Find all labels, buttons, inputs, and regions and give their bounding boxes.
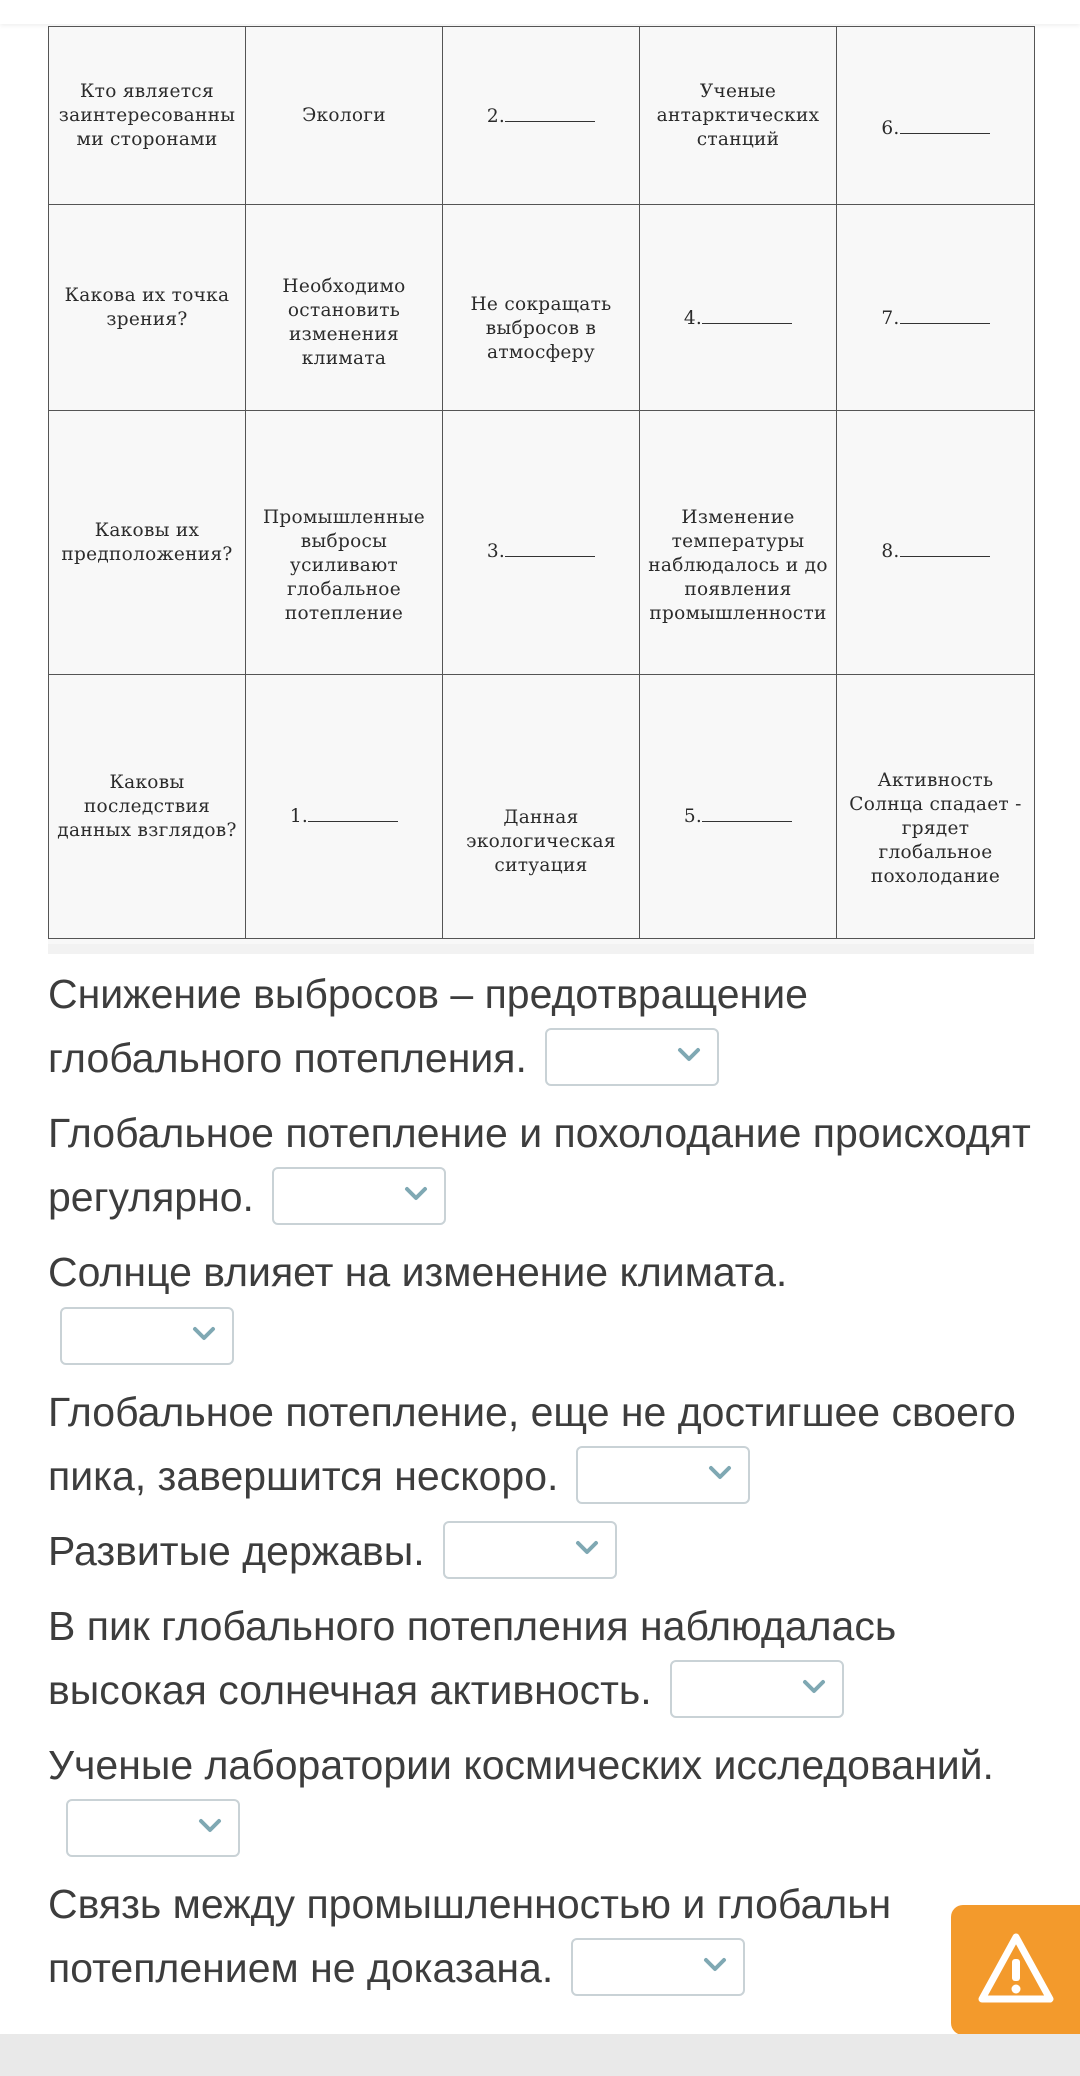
blank-line bbox=[900, 115, 990, 134]
blank-line bbox=[900, 305, 990, 324]
blank-line bbox=[702, 305, 792, 324]
chevron-down-icon bbox=[703, 1957, 727, 1973]
table-cell: Промышленные выбросы усиливают глобальное потепление bbox=[246, 411, 443, 675]
table-cell: Кто является заинтересованны ми сторонами bbox=[49, 27, 246, 205]
chevron-down-icon bbox=[198, 1818, 222, 1834]
statement-item bbox=[48, 962, 1048, 1090]
chevron-down-icon bbox=[802, 1679, 826, 1695]
answer-dropdown[interactable] bbox=[571, 1938, 745, 1996]
table-cell-blank bbox=[837, 205, 1035, 411]
chevron-down-icon bbox=[575, 1540, 599, 1556]
statement-text: Развитые державы. bbox=[48, 1527, 425, 1574]
answer-dropdown[interactable] bbox=[576, 1446, 750, 1504]
table-cell: Данная экологическая ситуация bbox=[443, 675, 640, 939]
table-cell: Какова их точка зрения? bbox=[49, 205, 246, 411]
answer-dropdown[interactable] bbox=[60, 1307, 234, 1365]
chevron-down-icon bbox=[677, 1047, 701, 1063]
top-strip bbox=[0, 0, 1080, 24]
stakeholder-table-container bbox=[48, 26, 1034, 952]
statement-item bbox=[48, 1240, 1048, 1368]
table-cell-blank bbox=[246, 675, 443, 939]
table-cell: Ученые антарктических станций bbox=[640, 27, 837, 205]
table-cell: Экологи bbox=[246, 27, 443, 205]
statement-item bbox=[48, 1519, 1048, 1583]
statement-item bbox=[48, 1872, 1048, 2000]
blank-number: 7. bbox=[881, 307, 900, 329]
table-footer-divider bbox=[48, 944, 1034, 954]
table-cell-blank bbox=[837, 411, 1035, 675]
answer-dropdown[interactable] bbox=[443, 1521, 617, 1579]
table-cell: Каковы последствия данных взглядов? bbox=[49, 675, 246, 939]
blank-number: 1. bbox=[289, 805, 309, 827]
table-cell-blank bbox=[640, 675, 837, 939]
table-cell: Необходимо остановить изменения климата bbox=[246, 205, 443, 411]
chevron-down-icon bbox=[192, 1326, 216, 1342]
blank-line bbox=[702, 803, 792, 822]
table-row bbox=[49, 27, 1035, 205]
chevron-down-icon bbox=[708, 1465, 732, 1481]
blank-line bbox=[900, 538, 990, 557]
report-problem-button[interactable] bbox=[951, 1905, 1080, 2035]
blank-line bbox=[505, 538, 595, 557]
statements-list bbox=[48, 962, 1048, 2011]
blank-number: 2. bbox=[486, 105, 506, 127]
blank-number: 6. bbox=[881, 117, 900, 139]
table-cell: Изменение температуры наблюдалось и до появления промышленности bbox=[640, 411, 837, 675]
table-cell: Не сокращать выбросов в атмосферу bbox=[443, 205, 640, 411]
stakeholder-table bbox=[48, 26, 1035, 939]
statement-text: Связь между промышленностью и глобальн потеплением не доказана. bbox=[48, 1881, 892, 1992]
answer-dropdown[interactable] bbox=[66, 1799, 240, 1857]
answer-dropdown[interactable] bbox=[545, 1028, 719, 1086]
table-cell-blank bbox=[443, 27, 640, 205]
blank-number: 5. bbox=[683, 805, 703, 827]
table-cell-blank bbox=[640, 205, 837, 411]
statement-text: Глобальное потепление и похолодание происходят регулярно. bbox=[48, 1110, 1031, 1221]
answer-dropdown[interactable] bbox=[670, 1660, 844, 1718]
table-row bbox=[49, 675, 1035, 939]
statement-text: Солнце влияет на изменение климата. bbox=[48, 1249, 788, 1296]
table-cell: Каковы их предположения? bbox=[49, 411, 246, 675]
blank-line bbox=[505, 103, 595, 122]
warning-icon bbox=[977, 1931, 1055, 2007]
chevron-down-icon bbox=[404, 1186, 428, 1202]
statement-item bbox=[48, 1380, 1048, 1508]
statement-text: Снижение выбросов – предотвращение глобального потепления. bbox=[48, 971, 808, 1081]
statement-item bbox=[48, 1101, 1048, 1229]
answer-dropdown[interactable] bbox=[272, 1167, 446, 1225]
blank-number: 4. bbox=[683, 307, 703, 329]
bottom-bar bbox=[0, 2034, 1080, 2076]
table-cell-blank bbox=[443, 411, 640, 675]
statement-text: В пик глобального потепления наблюдалась высокая солнечная активность. bbox=[48, 1602, 897, 1713]
table-row bbox=[49, 205, 1035, 411]
blank-number: 3. bbox=[486, 540, 506, 562]
blank-number: 8. bbox=[881, 540, 900, 562]
table-row bbox=[49, 411, 1035, 675]
statement-text: Ученые лаборатории космических исследований. bbox=[48, 1742, 994, 1789]
statement-item bbox=[48, 1594, 1048, 1722]
statement-text: Глобальное потепление, еще не достигшее своего пика, завершится нескоро. bbox=[48, 1388, 1016, 1499]
table-cell: Активность Солнца спадает - грядет глобальное похолодание bbox=[837, 675, 1035, 939]
statement-item bbox=[48, 1733, 1048, 1861]
table-cell-blank bbox=[837, 27, 1035, 205]
blank-line bbox=[308, 803, 398, 822]
